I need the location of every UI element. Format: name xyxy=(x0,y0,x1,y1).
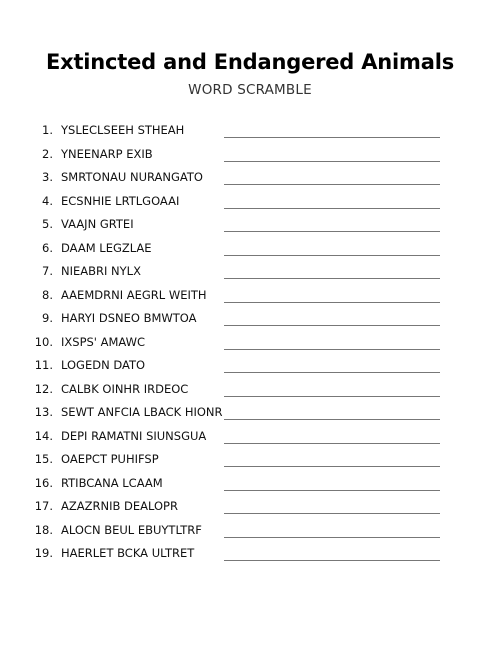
item-number: 11. xyxy=(34,358,53,372)
puzzle-row xyxy=(0,191,500,215)
item-number: 12. xyxy=(34,381,53,396)
puzzle-row xyxy=(0,520,500,544)
answer-line[interactable] xyxy=(224,255,440,256)
answer-line[interactable] xyxy=(224,396,440,397)
scrambled-word: SEWT ANFCIA LBACK HIONR xyxy=(61,405,223,419)
puzzle-row xyxy=(0,379,500,403)
item-number: 4. xyxy=(42,193,53,208)
item-number: 14. xyxy=(34,428,53,443)
item-number: 19. xyxy=(34,546,53,560)
answer-line[interactable] xyxy=(224,325,440,326)
puzzle-list xyxy=(0,120,500,567)
answer-line[interactable] xyxy=(224,443,440,444)
answer-line[interactable] xyxy=(224,302,440,303)
puzzle-row xyxy=(0,473,500,497)
scrambled-word: IXSPS' AMAWC xyxy=(61,334,146,349)
puzzle-row xyxy=(0,543,500,567)
answer-line[interactable] xyxy=(224,349,440,350)
answer-line[interactable] xyxy=(224,372,440,373)
item-number: 7. xyxy=(42,264,53,278)
item-number: 13. xyxy=(34,405,53,419)
answer-line[interactable] xyxy=(224,537,440,538)
scrambled-word: ECSNHIE LRTLGOAAI xyxy=(61,193,180,208)
puzzle-row xyxy=(0,355,500,379)
answer-line[interactable] xyxy=(224,278,440,279)
scrambled-word: YSLECLSEEH STHEAH xyxy=(61,123,185,137)
puzzle-row xyxy=(0,214,500,238)
item-number: 10. xyxy=(34,334,53,349)
scrambled-word: RTIBCANA LCAAM xyxy=(61,475,163,490)
puzzle-row xyxy=(0,238,500,262)
puzzle-row xyxy=(0,496,500,520)
scrambled-word: HAERLET BCKA ULTRET xyxy=(61,546,195,560)
scrambled-word: AAEMDRNI AEGRL WEITH xyxy=(61,287,207,302)
scrambled-word: NIEABRI NYLX xyxy=(61,264,141,278)
scrambled-word: ALOCN BEUL EBUYTLTRF xyxy=(61,522,202,537)
item-number: 17. xyxy=(34,499,53,513)
answer-line[interactable] xyxy=(224,137,440,138)
scrambled-word: DAAM LEGZLAE xyxy=(61,240,152,255)
item-number: 6. xyxy=(42,240,53,255)
answer-line[interactable] xyxy=(224,184,440,185)
puzzle-row xyxy=(0,120,500,144)
answer-line[interactable] xyxy=(224,161,440,162)
scrambled-word: YNEENARP EXIB xyxy=(61,146,153,161)
scrambled-word: SMRTONAU NURANGATO xyxy=(61,170,203,184)
item-number: 1. xyxy=(42,123,53,137)
answer-line[interactable] xyxy=(224,231,440,232)
worksheet-title: Extincted and Endangered Animals xyxy=(45,50,455,74)
scrambled-word: AZAZRNIB DEALOPR xyxy=(61,499,178,513)
puzzle-row xyxy=(0,285,500,309)
puzzle-row xyxy=(0,402,500,426)
scrambled-word: OAEPCT PUHIFSP xyxy=(61,452,159,466)
item-number: 3. xyxy=(42,170,53,184)
answer-line[interactable] xyxy=(224,208,440,209)
scrambled-word: DEPI RAMATNI SIUNSGUA xyxy=(61,428,207,443)
scrambled-word: HARYI DSNEO BMWTOA xyxy=(61,311,197,325)
item-number: 18. xyxy=(34,522,53,537)
answer-line[interactable] xyxy=(224,419,440,420)
puzzle-row xyxy=(0,144,500,168)
scrambled-word: LOGEDN DATO xyxy=(61,358,146,372)
puzzle-row xyxy=(0,449,500,473)
puzzle-row xyxy=(0,261,500,285)
puzzle-row xyxy=(0,167,500,191)
answer-line[interactable] xyxy=(224,466,440,467)
answer-line[interactable] xyxy=(224,560,440,561)
item-number: 16. xyxy=(34,475,53,490)
item-number: 5. xyxy=(42,217,53,231)
scrambled-word: CALBK OINHR IRDEOC xyxy=(61,381,189,396)
puzzle-row xyxy=(0,332,500,356)
item-number: 15. xyxy=(34,452,53,466)
answer-line[interactable] xyxy=(224,490,440,491)
worksheet-subtitle: WORD SCRAMBLE xyxy=(188,82,312,98)
item-number: 9. xyxy=(42,311,53,325)
puzzle-row xyxy=(0,308,500,332)
puzzle-row xyxy=(0,426,500,450)
item-number: 2. xyxy=(42,146,53,161)
answer-line[interactable] xyxy=(224,513,440,514)
scrambled-word: VAAJN GRTEI xyxy=(61,217,134,231)
item-number: 8. xyxy=(42,287,53,302)
